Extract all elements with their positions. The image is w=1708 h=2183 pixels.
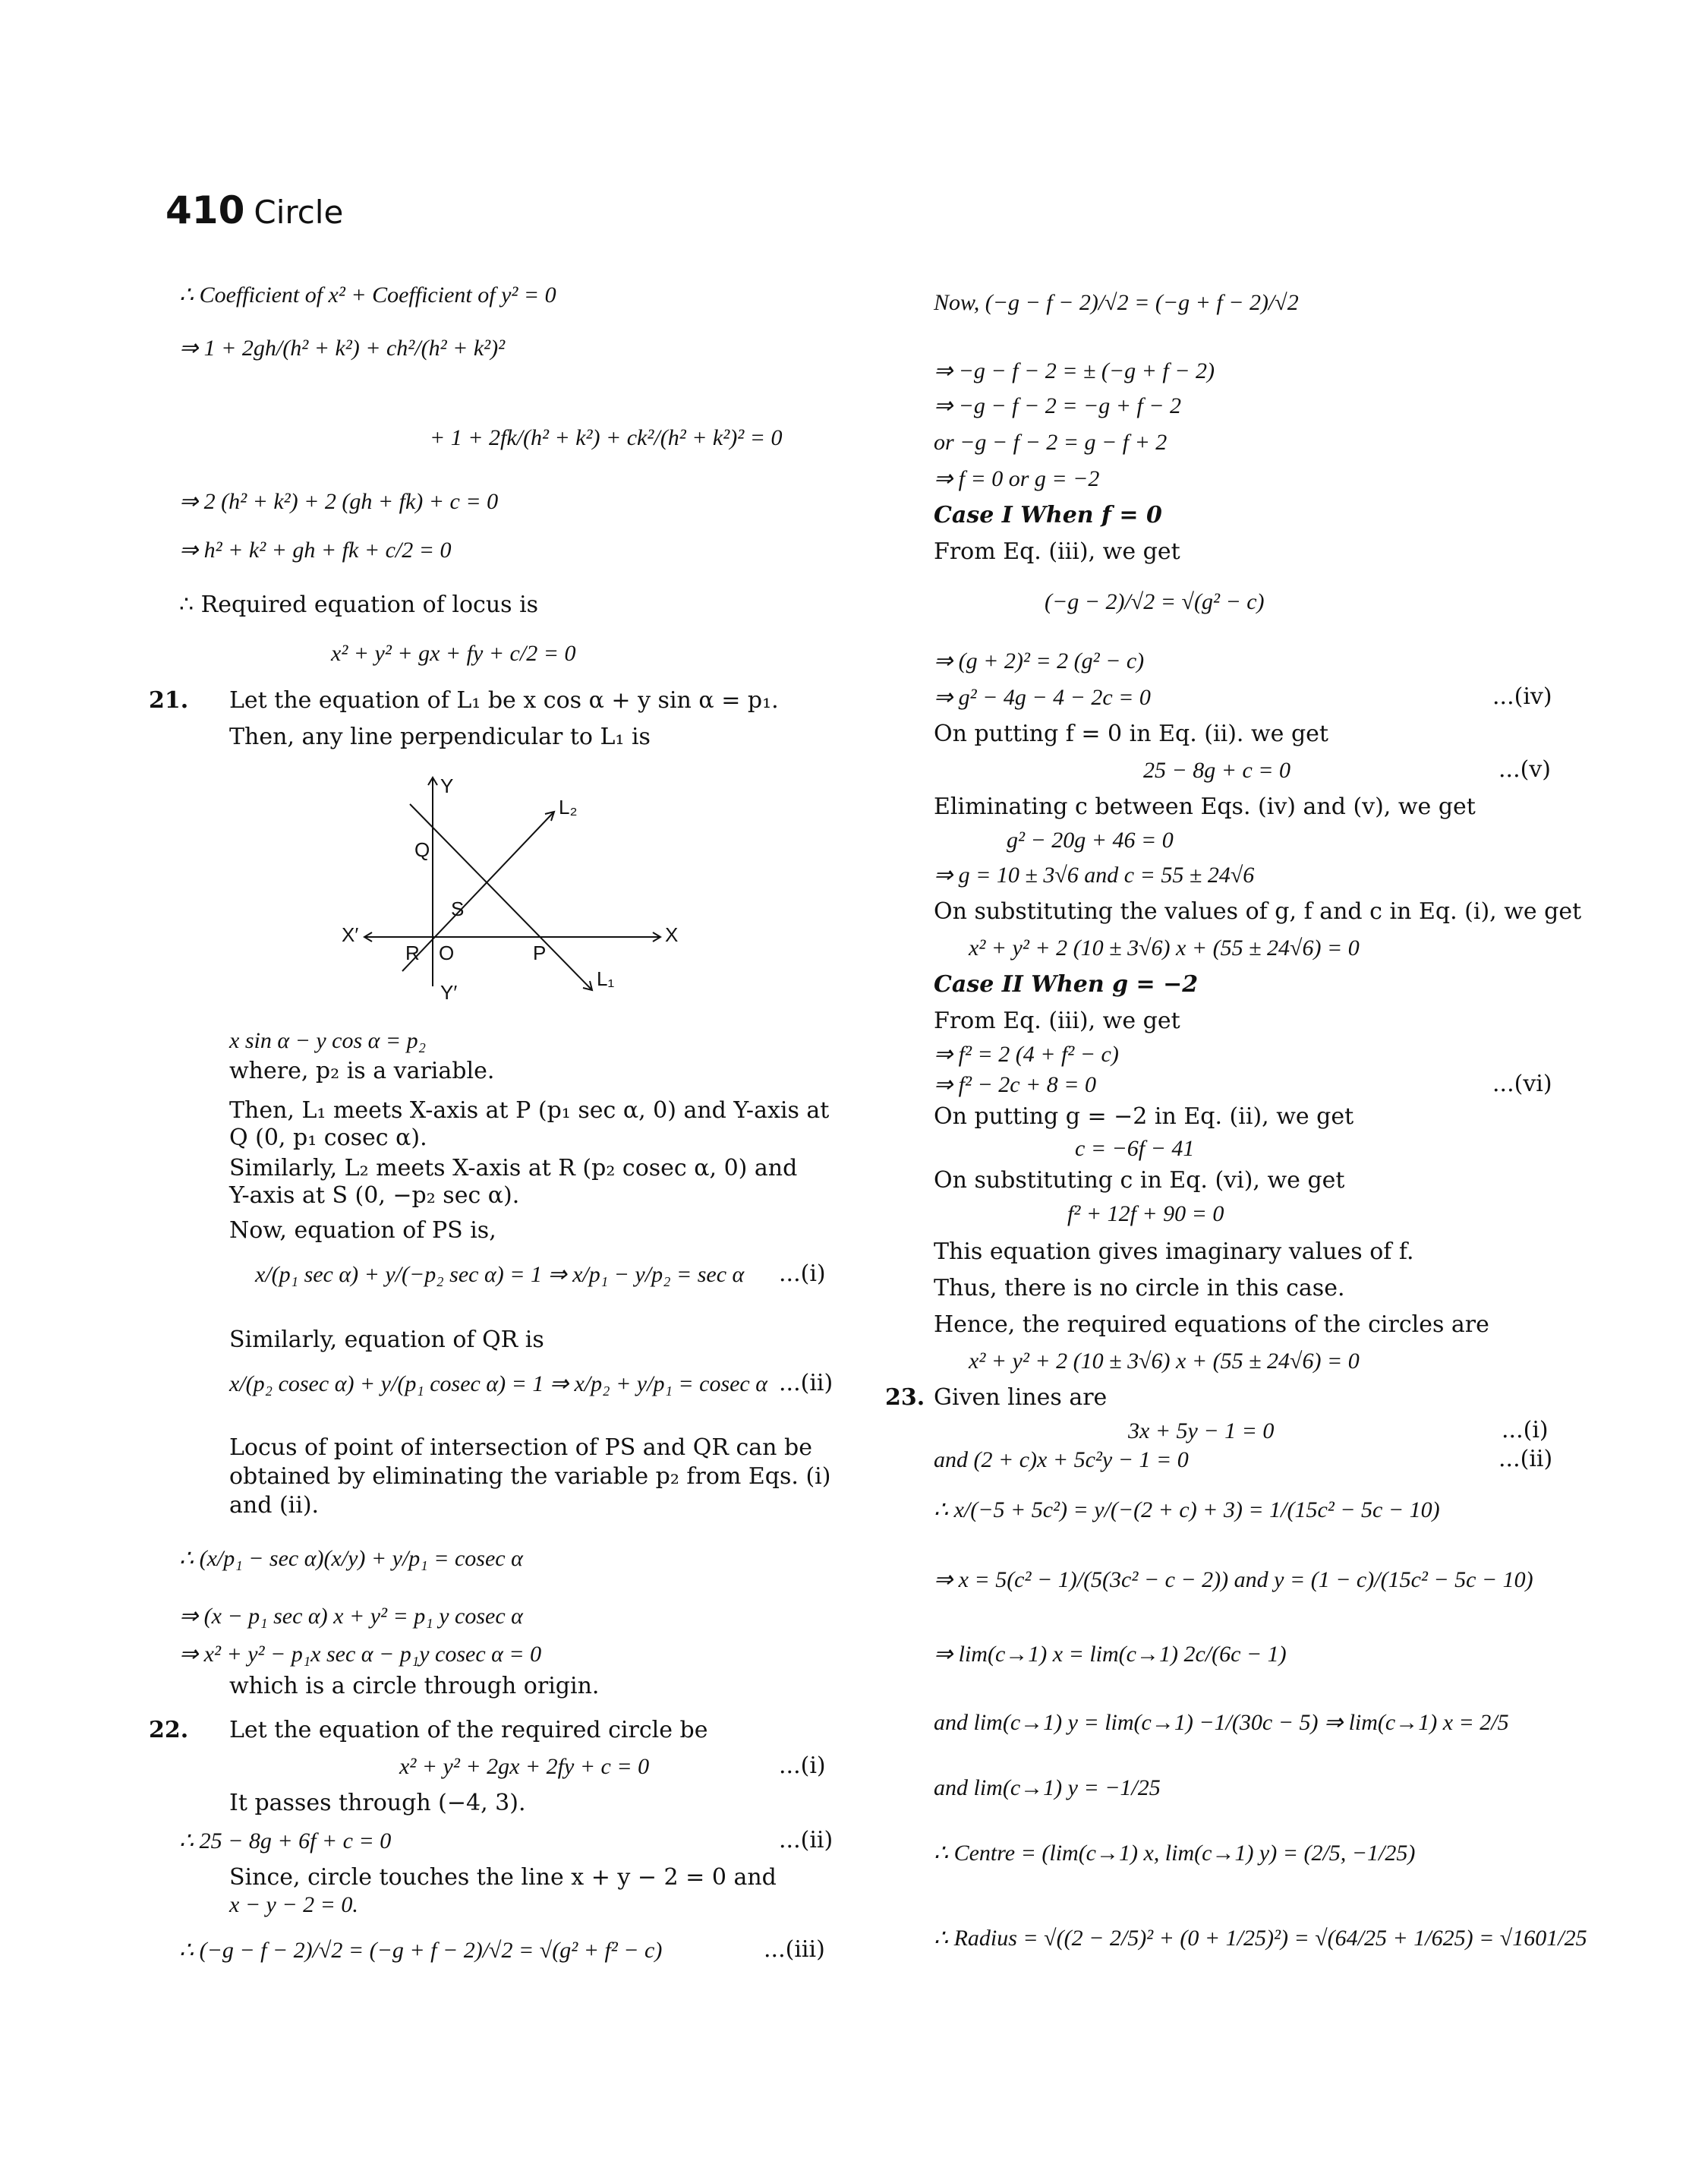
left-line-20: Locus of point of intersection of PS and QR can be [229, 1434, 812, 1461]
right-line-16: On substituting the values of g, f and c in Eq. (i), we get [934, 898, 1582, 925]
right-line-33: ∴ x/(−5 + 5c²) = y/(−(2 + c) + 3) = 1/(15c² − 5c − 10) [934, 1497, 1440, 1522]
right-line-1: Now, (−g − f − 2)/√2 = (−g + f − 2)/√2 [934, 290, 1299, 315]
right-line-23: c = −6f − 41 [1075, 1136, 1195, 1161]
right-line-19: From Eq. (iii), we get [934, 1008, 1180, 1034]
right-line-2: ⇒ −g − f − 2 = ± (−g + f − 2) [934, 358, 1215, 383]
left-line-26: which is a circle through origin. [229, 1673, 600, 1699]
right-line-5: ⇒ f = 0 or g = −2 [934, 466, 1100, 491]
left-line-15: Y-axis at S (0, −p₂ sec α). [229, 1182, 520, 1209]
right-line-15: ⇒ g = 10 ± 3√6 and c = 55 ± 24√6 [934, 863, 1255, 888]
right-line-3: ⇒ −g − f − 2 = −g + f − 2 [934, 393, 1182, 418]
right-line-11: On putting f = 0 in Eq. (ii). we get [934, 721, 1328, 747]
eq-tag-left-i: ...(i) [779, 1260, 826, 1287]
left-line-3: + 1 + 2fk/(h² + k²) + ck²/(h² + k²)² = 0 [430, 425, 783, 450]
right-line-28: Hence, the required equations of the circles are [934, 1311, 1489, 1338]
eq-tag-right-iv: ...(iv) [1492, 683, 1552, 710]
right-line-13: Eliminating c between Eqs. (iv) and (v), we get [934, 793, 1476, 820]
line-label-L2: L₂ [559, 796, 578, 819]
left-line-9: Then, any line perpendicular to L₁ is [229, 724, 651, 750]
right-line-29: x² + y² + 2 (10 ± 3√6) x + (55 ± 24√6) = 0 [969, 1349, 1360, 1374]
right-line-38: ∴ Centre = (lim(c→1) x, lim(c→1) y) = (2/5, −1/25) [934, 1841, 1416, 1866]
right-line-27: Thus, there is no circle in this case. [934, 1275, 1345, 1301]
perpendicular-lines-figure [342, 770, 679, 1005]
eq-tag-right-ii: ...(ii) [1498, 1446, 1553, 1472]
right-line-20: ⇒ f² = 2 (4 + f² − c) [934, 1042, 1119, 1067]
axis-label-X-prime: X′ [342, 923, 359, 946]
left-line-19: x/(p₂ cosec α) + y/(p₁ cosec α) = 1 ⇒ x/p₂ + y/p₁ = cosec α [229, 1371, 767, 1396]
eq-tag-right-vi: ...(vi) [1492, 1071, 1552, 1097]
line-L2 [402, 812, 554, 971]
right-line-12: 25 − 8g + c = 0 [1143, 758, 1291, 783]
left-line-30: ∴ 25 − 8g + 6f + c = 0 [179, 1828, 392, 1853]
left-line-2: ⇒ 1 + 2gh/(h² + k²) + ch²/(h² + k²)² [179, 336, 506, 361]
left-line-31: Since, circle touches the line x + y − 2 = 0 and [229, 1864, 777, 1891]
left-line-25: ⇒ x² + y² − p₁x sec α − p₁y cosec α = 0 [179, 1642, 542, 1667]
left-line-6: ∴ Required equation of locus is [179, 591, 539, 618]
left-line-11: where, p₂ is a variable. [229, 1058, 495, 1084]
left-line-27: Let the equation of the required circle be [229, 1717, 708, 1743]
left-line-17: x/(p₁ sec α) + y/(−p₂ sec α) = 1 ⇒ x/p₁ − y/p₂ = sec α [255, 1262, 745, 1287]
left-line-14: Similarly, L₂ meets X-axis at R (p₂ cosec α, 0) and [229, 1155, 798, 1181]
eq-tag-right-i: ...(i) [1502, 1417, 1549, 1443]
right-line-26: This equation gives imaginary values of f. [934, 1238, 1414, 1265]
axis-label-X: X [665, 923, 679, 946]
line-label-L1: L₁ [597, 967, 615, 990]
point-label-P: P [533, 942, 547, 964]
right-line-32: and (2 + c)x + 5c²y − 1 = 0 [934, 1447, 1189, 1472]
right-line-case-2: Case II When g = −2 [934, 971, 1199, 998]
line-L1 [410, 804, 592, 990]
right-line-36: and lim(c→1) y = lim(c→1) −1/(30c − 5) ⇒ lim(c→1) x = 2/5 [934, 1710, 1509, 1735]
page-header [165, 188, 343, 232]
right-line-case-1: Case I When f = 0 [934, 502, 1162, 528]
left-line-1: ∴ Coefficient of x² + Coefficient of y² = 0 [179, 282, 556, 308]
right-line-14: g² − 20g + 46 = 0 [1007, 828, 1174, 853]
left-line-4: ⇒ 2 (h² + k²) + 2 (gh + fk) + c = 0 [179, 489, 499, 514]
problem-number-23: 23. [885, 1384, 925, 1411]
left-line-16: Now, equation of PS is, [229, 1217, 496, 1244]
left-line-8: Let the equation of L₁ be x cos α + y sin α = p₁. [229, 687, 779, 714]
right-line-8: (−g − 2)/√2 = √(g² − c) [1045, 589, 1265, 614]
left-line-23: ∴ (x/p₁ − sec α)(x/y) + y/p₁ = cosec α [179, 1546, 523, 1571]
axis-label-Y: Y [440, 774, 454, 797]
eq-tag-left-iii: ...(iii) [764, 1936, 825, 1963]
right-line-10: ⇒ g² − 4g − 4 − 2c = 0 [934, 685, 1151, 710]
left-line-10: x sin α − y cos α = p₂ [229, 1028, 427, 1053]
left-line-33: ∴ (−g − f − 2)/√2 = (−g + f − 2)/√2 = √(g² + f² − c) [179, 1938, 663, 1963]
right-line-37: and lim(c→1) y = −1/25 [934, 1775, 1161, 1800]
left-line-21: obtained by eliminating the variable p₂ from Eqs. (i) [229, 1463, 831, 1490]
left-line-32: x − y − 2 = 0. [229, 1892, 358, 1917]
eq-tag-right-v: ...(v) [1498, 756, 1551, 783]
eq-tag-left-ii-circle: ...(ii) [779, 1827, 834, 1853]
left-line-24: ⇒ (x − p₁ sec α) x + y² = p₁ y cosec α [179, 1604, 523, 1629]
right-line-39: ∴ Radius = √((2 − 2/5)² + (0 + 1/25)²) = √(64/25 + 1/625) = √1601/25 [934, 1926, 1587, 1951]
right-line-34: ⇒ x = 5(c² − 1)/(5(3c² − c − 2)) and y = (1 − c)/(15c² − 5c − 10) [934, 1567, 1533, 1592]
left-line-29: It passes through (−4, 3). [229, 1790, 526, 1816]
right-line-35: ⇒ lim(c→1) x = lim(c→1) 2c/(6c − 1) [934, 1642, 1287, 1667]
left-line-12: Then, L₁ meets X-axis at P (p₁ sec α, 0) and Y-axis at [229, 1097, 830, 1124]
point-label-S: S [451, 897, 465, 920]
right-line-9: ⇒ (g + 2)² = 2 (g² − c) [934, 648, 1145, 674]
eq-tag-left-i-circle: ...(i) [779, 1752, 826, 1779]
axis-label-Y-prime: Y′ [440, 981, 458, 1004]
left-line-5: ⇒ h² + k² + gh + fk + c/2 = 0 [179, 538, 452, 563]
eq-tag-left-ii: ...(ii) [779, 1370, 834, 1396]
page-number: 410 [165, 188, 245, 232]
point-label-O: O [439, 942, 455, 964]
right-line-4: or −g − f − 2 = g − f + 2 [934, 430, 1168, 455]
point-label-Q: Q [414, 838, 430, 861]
left-line-18: Similarly, equation of QR is [229, 1327, 544, 1353]
right-line-25: f² + 12f + 90 = 0 [1067, 1201, 1224, 1226]
right-line-21: ⇒ f² − 2c + 8 = 0 [934, 1072, 1097, 1097]
point-label-R: R [405, 942, 420, 964]
right-line-22: On putting g = −2 in Eq. (ii), we get [934, 1103, 1354, 1130]
left-line-7: x² + y² + gx + fy + c/2 = 0 [331, 641, 576, 666]
left-line-28: x² + y² + 2gx + 2fy + c = 0 [399, 1754, 650, 1779]
left-line-13: Q (0, p₁ cosec α). [229, 1125, 427, 1151]
left-line-22: and (ii). [229, 1492, 320, 1519]
right-line-31: 3x + 5y − 1 = 0 [1128, 1418, 1275, 1443]
right-line-30: Given lines are [934, 1384, 1108, 1411]
problem-number-22: 22. [149, 1717, 189, 1743]
right-line-17: x² + y² + 2 (10 ± 3√6) x + (55 ± 24√6) = 0 [969, 935, 1360, 961]
right-line-7: From Eq. (iii), we get [934, 538, 1180, 565]
problem-number-21: 21. [149, 687, 189, 714]
right-line-24: On substituting c in Eq. (vi), we get [934, 1167, 1345, 1194]
chapter-title: Circle [254, 194, 344, 231]
